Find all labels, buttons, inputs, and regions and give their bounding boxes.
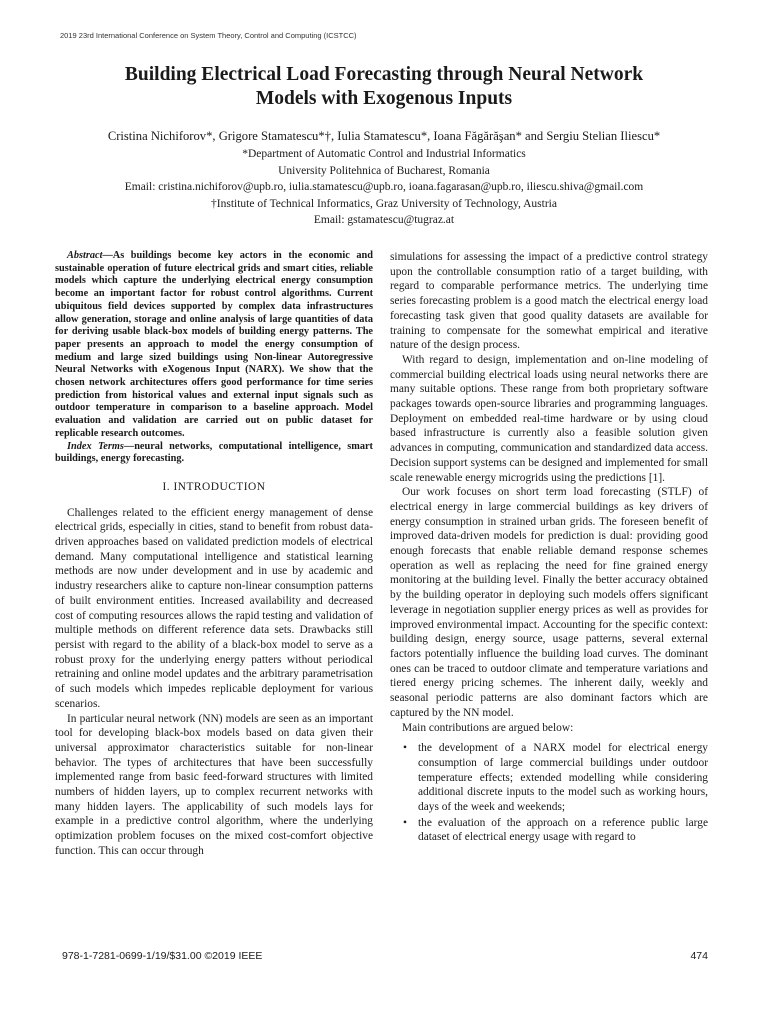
abstract-label: Abstract <box>67 250 103 261</box>
body-paragraph: simulations for assessing the impact of a predictive control strategy upon the controllable consumption ratio of a target building, with regard to comparable performance metrics. The underlying time series forecasting problem is a good match the electrical energy load forecasting task given that good quality datasets are available for training to compensate for the somewhat empirical and iterative nature of the design process. <box>390 251 708 352</box>
body-paragraph: Challenges related to the efficient energy management of dense electrical grids, especially in cities, stand to benefit from robust data-driven approaches based on validated prediction models of electrical demand. Many computational intelligence and statistical learning methods are now under development and in use by academic and industry researchers alike to capture non-linear consumption patterns of built environment entities. Increased availability and decreased cost of computing resources allows the rapid testing and validation of multiple methods on different reference data sets. Drawbacks still persist with regard to the ability of a black-box model to serve as a robust proxy for the underlying energy patters without periodical retraining and online model updates and the arbitrary parametrisation of such models which impedes replicable deployment for various scenarios. <box>55 506 373 710</box>
body-paragraph: In particular neural network (NN) models are seen as an important tool for developing black-box models based on data given their universal approximator characteristics suitable for non-linear behavior. The types of architectures that have been successfully implemented range from basic feed-forward structures with limited numbers of hidden layers, up to complex recurrent networks with many hidden layers. The applicability of such models lays for example in a predictive control algorithm, where the underlying optimization problem focuses on the mixed cost-comfort objective function. This can occur through <box>55 712 373 857</box>
bullet-icon: • <box>403 742 407 755</box>
abstract <box>55 250 373 441</box>
list-item <box>390 741 708 815</box>
abstract-text: —As buildings become key actors in the economic and sustainable operation of future electrical grids and smart cities, reliable models which capture the underlying electrical energy consumption become an important factor for robust control algorithms. Current ubiquitous field devices supported by complex data infrastructures allow generation, storage and online analysis of large quantities of data for deriving usable black-box models of building energy patterns. The paper presents an approach to model the energy consumption of medium and large sized buildings using Non-linear Autoregressive Neural Networks with eXogenous Input (NARX). We show that the chosen network architectures offers good performance for time series prediction from historical values and external input signals such as outdoor temperature in comparison to a baseline approach. Model evaluation and validation are carried out on public dataset for replicable research outcomes. <box>55 250 373 439</box>
index-terms <box>55 441 373 466</box>
bullet-icon: • <box>403 816 407 829</box>
affiliation-email-line: Email: cristina.nichiforov@upb.ro, iulia.stamatescu@upb.ro, ioana.fagarasan@upb.ro, iliescu.shiva@gmail.com <box>124 181 644 193</box>
affiliation-email-line: Email: gstamatescu@tugraz.at <box>313 214 455 226</box>
index-terms-label: Index Terms <box>67 440 124 452</box>
affiliation-line: University Politehnica of Bucharest, Romania <box>278 164 490 177</box>
body-paragraph: Main contributions are argued below: <box>402 721 574 734</box>
list-item <box>390 816 708 845</box>
right-column <box>390 250 708 846</box>
index-terms-text: —neural networks, computational intelligence, smart buildings, energy forecasting. <box>55 440 373 465</box>
paper-title <box>40 63 728 111</box>
list-item-text: the development of a NARX model for electrical energy consumption of large commercial buildings under outdoor temperature effects; extended modelling while considering additional discrete inputs to the model such as working hours, days of the week and weekends; <box>418 742 708 814</box>
title-line-2: Models with Exogenous Inputs <box>255 88 513 109</box>
body-paragraph: Our work focuses on short term load forecasting (STLF) of electrical energy in large commercial buildings as key drivers of energy consumption in strained urban grids. The foreseen benefit of improved data-driven models for prediction is dual: providing good enough forecasts that enable reliable demand response schemes operation as well as replacing the need for fine grained energy monitoring at the building level. Finally the better accuracy obtained by the building operator in deploying such models offers significant leverage in negotiation supplier energy prices as well as provides for improved environmental impact. Accounting for the specific context: building design, energy source, usage patterns, several external factors potentially influence the building load curves. The dominant ones can be traced to outdoor climate and temperature variations and tiered energy pricing schemes. The inherent daily, weekly and seasonal periodic patterns are also dominant factors which are captured by the NN model. <box>390 486 708 719</box>
list-item-text: the evaluation of the approach on a reference public large dataset of electrical energy usage with regard to <box>418 816 708 844</box>
contribution-list <box>390 741 708 845</box>
page-number: 474 <box>690 950 708 962</box>
title-line-1: Building Electrical Load Forecasting through Neural Network <box>124 64 644 85</box>
left-column <box>55 250 373 859</box>
body-paragraph: With regard to design, implementation and on-line modeling of commercial building electrical loads using neural networks there are many suitable options. These range from both proprietary software packages towards open-source libraries and programming languages. Deployment on embedded real-time hardware or by using cloud based infrastructure is currently also a feasible solution given advances in computing, communication and standardized data access. Decision support systems can be designed and implemented for small scale renewable energy microgrids using the predictions [1]. <box>390 353 708 484</box>
section-heading: I. INTRODUCTION <box>162 480 266 493</box>
copyright-footer: 978-1-7281-0699-1/19/$31.00 ©2019 IEEE <box>62 950 263 962</box>
affiliation-line: *Department of Automatic Control and Industrial Informatics <box>242 148 526 160</box>
conference-header: 2019 23rd International Conference on System Theory, Control and Computing (ICSTCC) <box>60 31 357 40</box>
affiliations <box>20 146 748 229</box>
affiliation-line: †Institute of Technical Informatics, Graz University of Technology, Austria <box>211 197 557 210</box>
author-list: Cristina Nichiforov*, Grigore Stamatescu*†, Iulia Stamatescu*, Ioana Făgărăşan* and Sergiu Stelian Iliescu* <box>107 129 661 143</box>
